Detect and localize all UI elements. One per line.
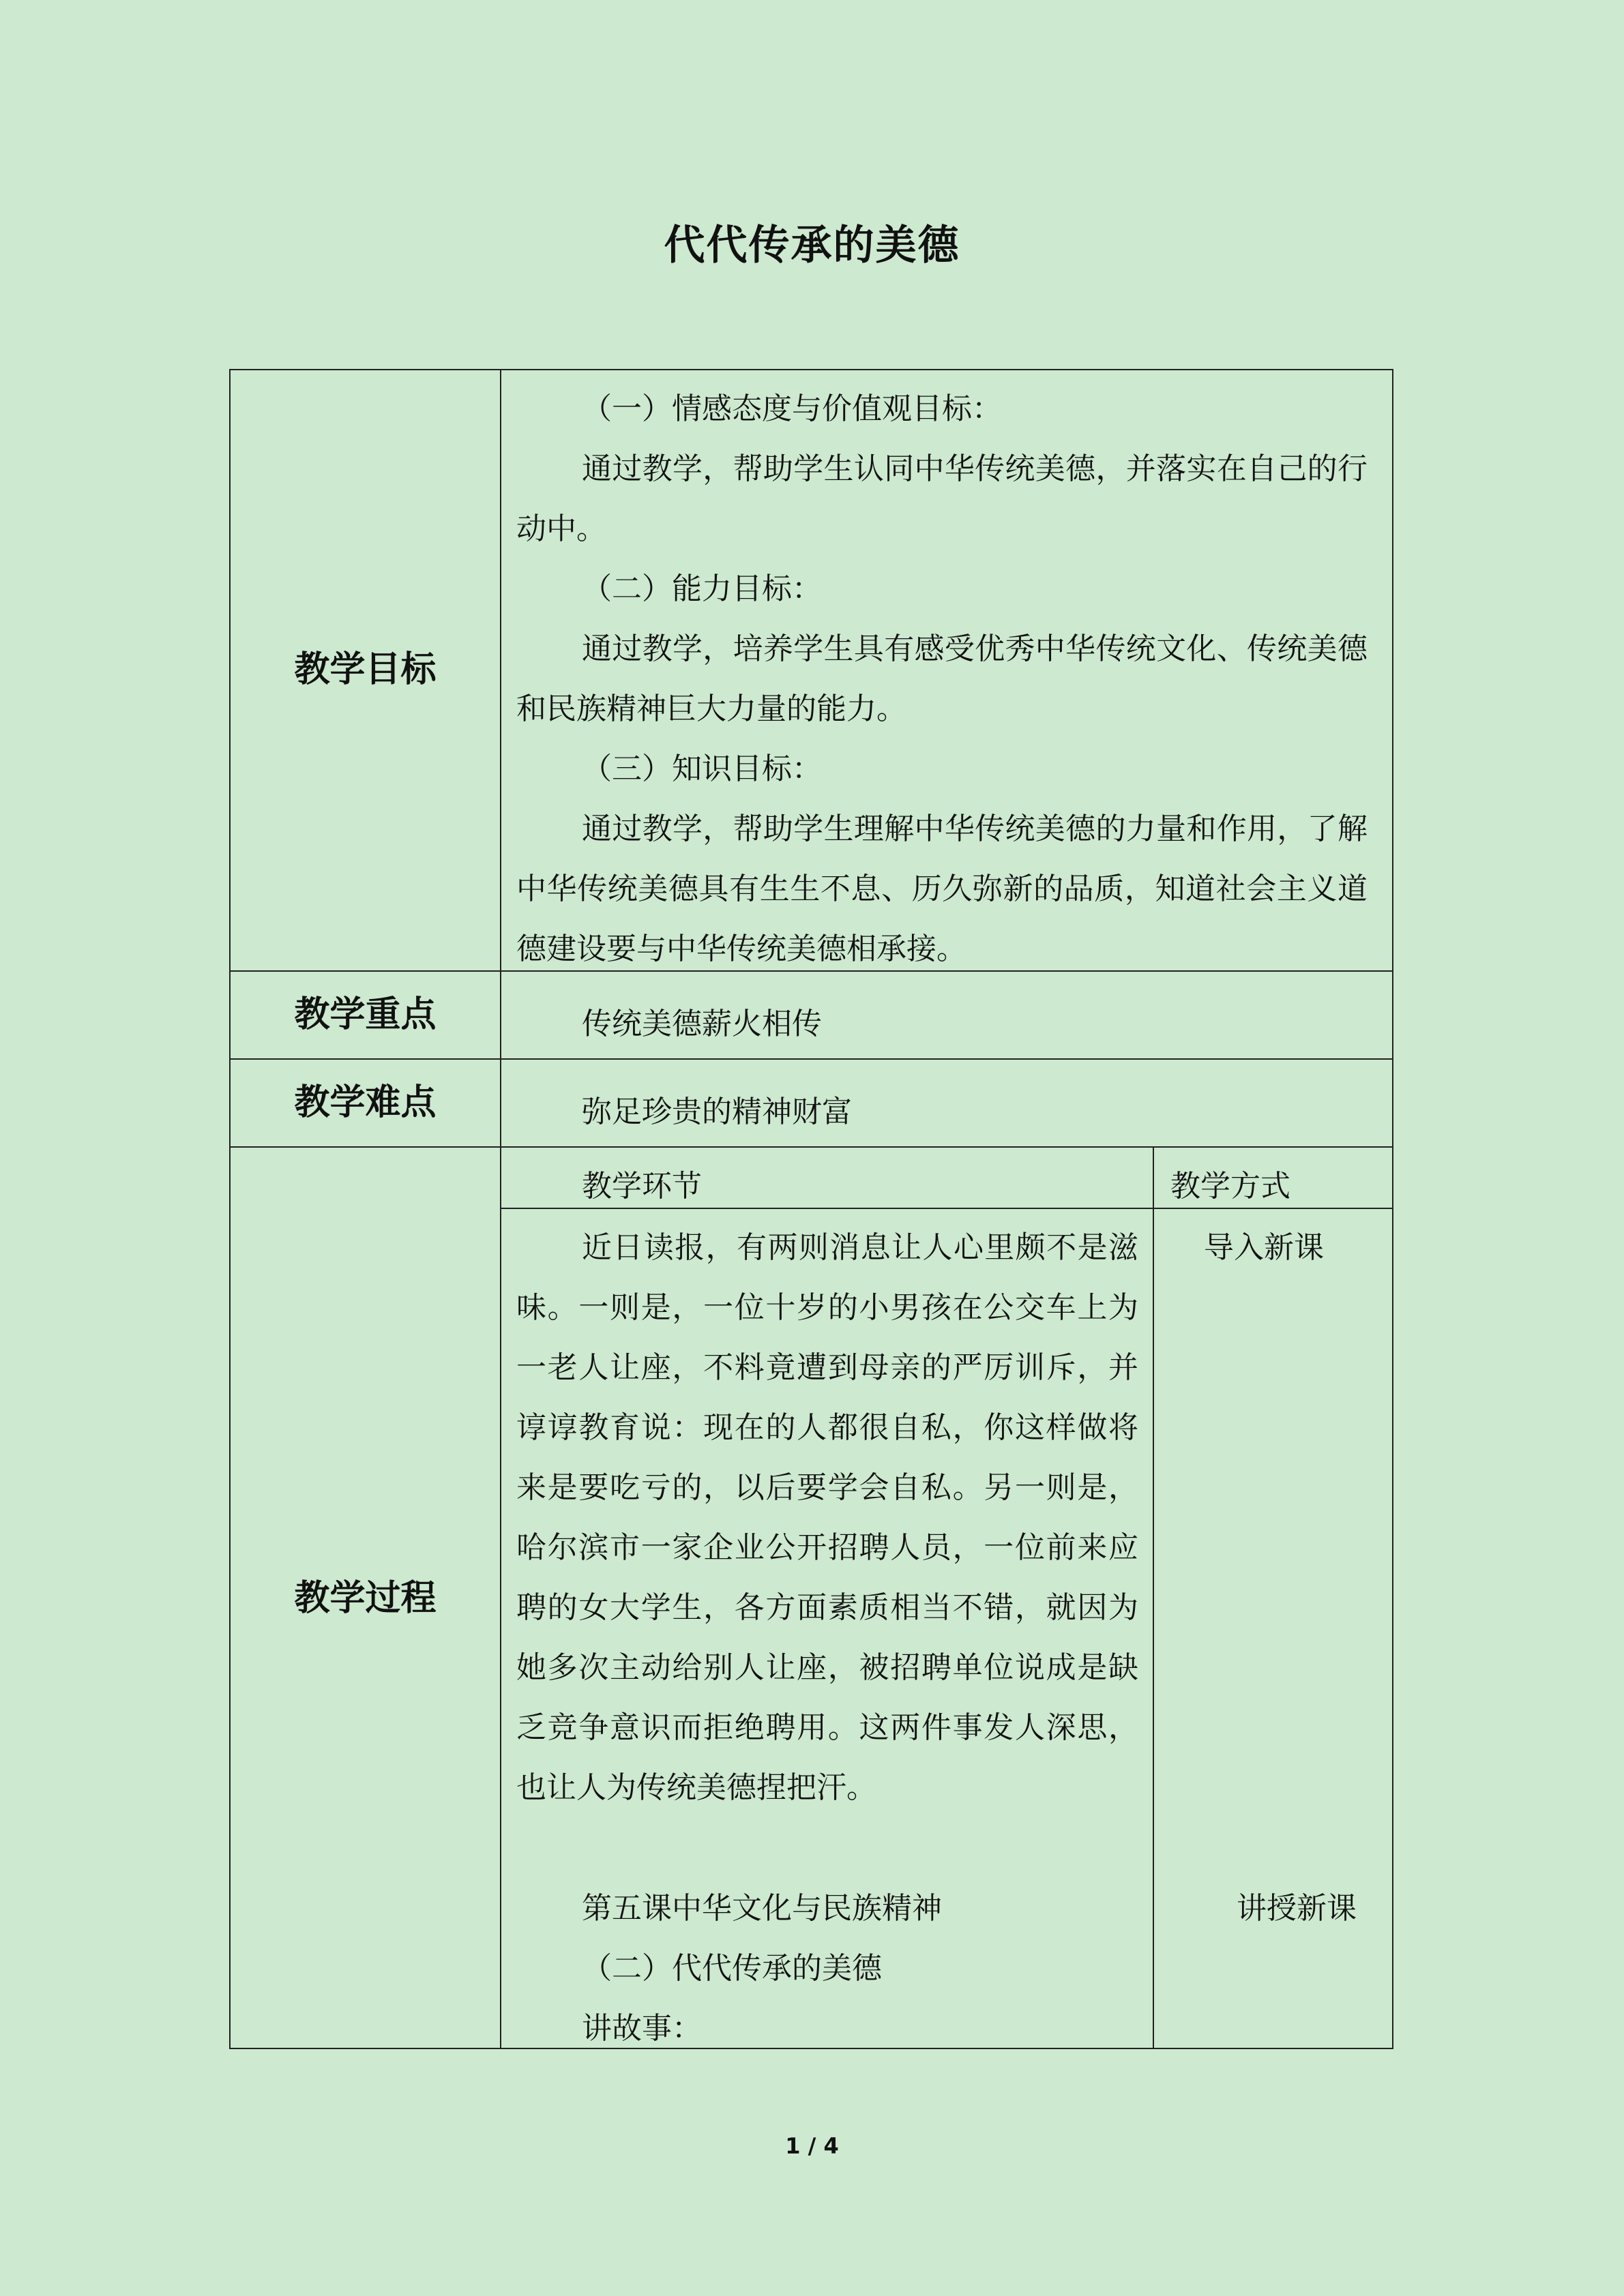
objective-text-knowledge: 通过教学，帮助学生理解中华传统美德的力量和作用，了解中华传统美德具有生生不息、历久弥新的品质，知道社会主义道德建设要与中华传统美德相承接。 bbox=[516, 811, 1368, 966]
objectives-label: 教学目标 bbox=[294, 649, 437, 690]
objectives-content bbox=[516, 379, 1368, 979]
story-line: 讲故事： bbox=[582, 2011, 702, 2046]
objective-heading-knowledge: （三）知识目标： bbox=[582, 751, 822, 786]
objective-text-ability: 通过教学，培养学生具有感受优秀中华传统文化、传统美德和民族精神巨大力量的能力。 bbox=[516, 631, 1368, 726]
method-intro: 导入新课 bbox=[1204, 1230, 1324, 1265]
objective-heading-ability: （二）能力目标： bbox=[582, 571, 822, 606]
method-lecture: 讲授新课 bbox=[1237, 1891, 1357, 1926]
difficulty-value: 弥足珍贵的精神财富 bbox=[582, 1094, 852, 1129]
column-header-stage: 教学环节 bbox=[582, 1169, 702, 1204]
table-divider bbox=[229, 1058, 1393, 1060]
intro-story-text bbox=[516, 1218, 1138, 1818]
page-title: 代代传承的美德 bbox=[664, 222, 960, 269]
table-divider bbox=[500, 369, 501, 2049]
objective-heading-emotion: （一）情感态度与价值观目标： bbox=[582, 391, 1002, 426]
key-point-value: 传统美德薪火相传 bbox=[582, 1007, 822, 1041]
intro-paragraph: 近日读报，有两则消息让人心里颇不是滋味。一则是，一位十岁的小男孩在公交车上为一老人让座，不料竟遭到母亲的严厉训斥，并谆谆教育说：现在的人都很自私，你这样做将来是要吃亏的，以后要学会自私。另一则是，哈尔滨市一家企业公开招聘人员，一位前来应聘的女大学生，各方面素质相当不错，就因为她多次主动给别人让座，被招聘单位说成是缺乏竞争意识而拒绝聘用。这两件事发人深思，也让人为传统美德捏把汗。 bbox=[516, 1230, 1138, 1805]
difficulty-label: 教学难点 bbox=[294, 1082, 437, 1123]
table-divider bbox=[1153, 1146, 1154, 2049]
column-header-method: 教学方式 bbox=[1170, 1169, 1290, 1204]
section-title-line: （二）代代传承的美德 bbox=[582, 1951, 882, 1986]
lesson-title-line: 第五课中华文化与民族精神 bbox=[582, 1891, 942, 1926]
process-label: 教学过程 bbox=[294, 1578, 437, 1619]
page-number: 1 / 4 bbox=[785, 2133, 839, 2159]
key-point-label: 教学重点 bbox=[294, 994, 437, 1035]
objective-text-emotion: 通过教学，帮助学生认同中华传统美德，并落实在自己的行动中。 bbox=[516, 451, 1368, 546]
table-divider bbox=[500, 1208, 1393, 1209]
table-divider bbox=[229, 1146, 1393, 1148]
